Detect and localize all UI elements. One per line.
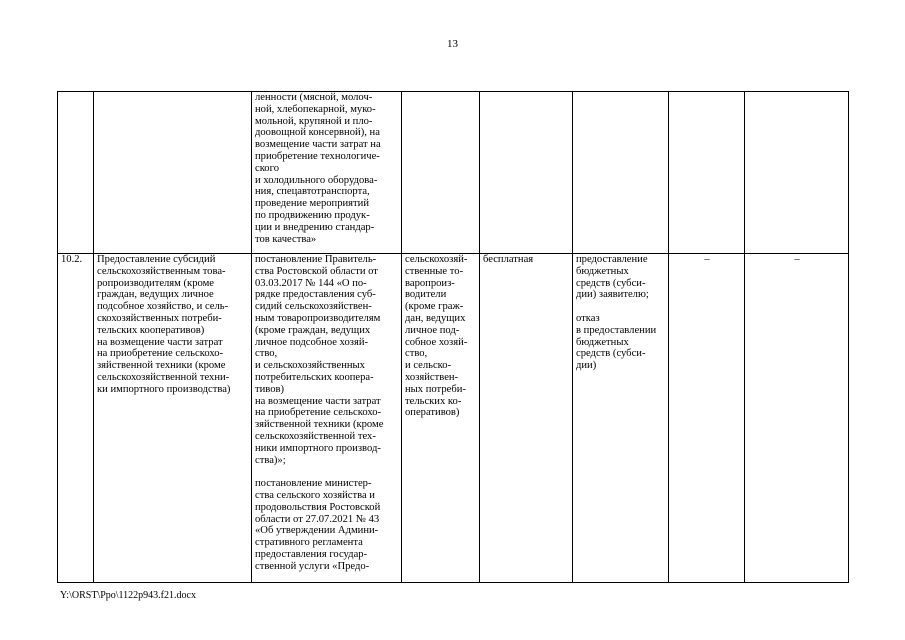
- cost-cell: [480, 92, 573, 254]
- row-number-cell: [58, 92, 94, 254]
- legal-basis-cell: постановление Правитель- ства Ростовской области от 03.03.2017 № 144 «О по- рядке предоставления суб- сидий сельскохозяйствен- ным товаропроизводителям (кроме граждан, ведущих личное подсобное хозяй- ство, и сельскохозяйственных потребительских коопера- тивов) на возмещение части затрат на приобретение сельскохо- зяйственной техники (кроме сельскохозяйственной тех- ники импортного производ- ства)»; постановление министер- ства сельского хозяйства и продовольствия Ростовской области от 27.07.2021 № 43 «Об утверждении Админи- стративного регламента предоставления государ- ственной услуги «Предо-: [252, 254, 402, 583]
- cost-cell: бесплатная: [480, 254, 573, 583]
- service-name-cell: Предоставление субсидий сельскохозяйственным това- ропроизводителям (кроме граждан, ведущих личное подсобное хозяйство, и сель- скохозяйственных потреби- тельских кооперативов) на возмещение части затрат на приобретение сельскохо- зяйственной техники (кроме сельскохозяйственной техни- ки импортного производства): [94, 254, 252, 583]
- column-8-cell: [745, 92, 849, 254]
- result-cell: предоставление бюджетных средств (субси- дии) заявителю; отказ в предоставлении бюджетных средств (субси- дии): [573, 254, 669, 583]
- column-7-cell: –: [669, 254, 745, 583]
- column-7-cell: [669, 92, 745, 254]
- row-number-cell: 10.2.: [58, 254, 94, 583]
- page-number: 13: [447, 38, 458, 50]
- footer-file-path: Y:\ORST\Ppo\1122p943.f21.docx: [60, 590, 196, 601]
- recipients-cell: сельскохозяй- ственные то- варопроиз- водители (кроме граж- дан, ведущих личное под- собное хозяй- ство, и сельско- хозяйствен- ных потреби- тельских ко- оперативов): [402, 254, 480, 583]
- table-row: [58, 92, 849, 254]
- table-row: [58, 254, 849, 583]
- recipients-cell: [402, 92, 480, 254]
- legal-basis-cell: ленности (мясной, молоч- ной, хлебопекарной, муко- мольной, крупяной и пло- доовощной консервной), на возмещение части затрат на приобретение технологиче- ского и холодильного оборудова- ния, спецавтотранспорта, проведение мероприятий по продвижению продук- ции и внедрению стандар- тов качества»: [252, 92, 402, 254]
- result-cell: [573, 92, 669, 254]
- service-name-cell: [94, 92, 252, 254]
- services-table: [57, 91, 849, 583]
- column-8-cell: –: [745, 254, 849, 583]
